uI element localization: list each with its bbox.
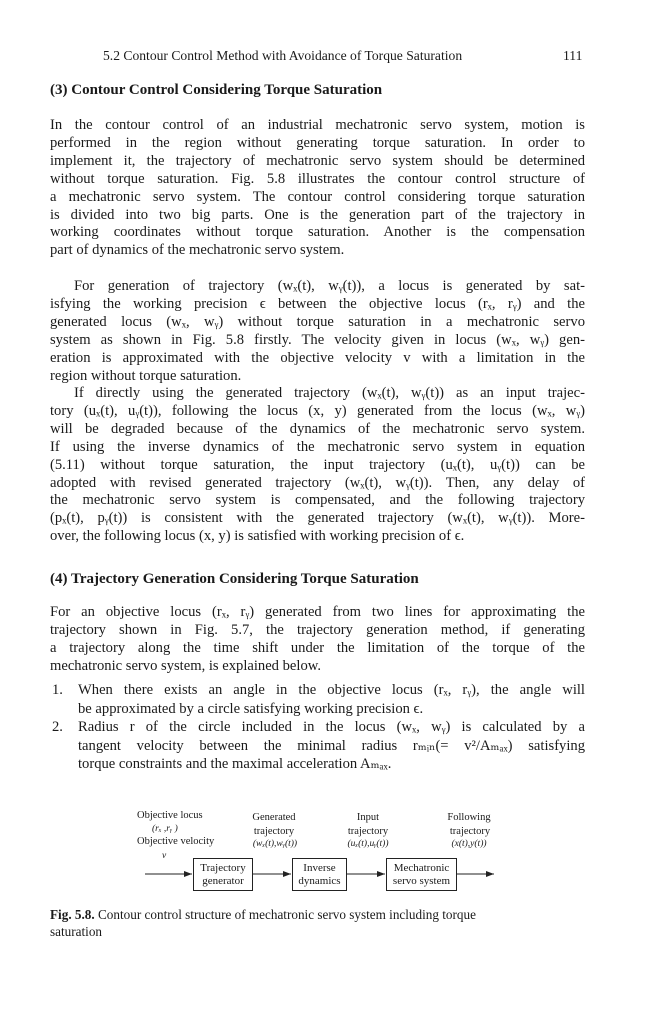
paragraph-line: without torque saturation. Fig. 5.8 illustrates the contour control structure of xyxy=(50,170,585,187)
paragraph-line: trajectory shown in Fig. 5.7, the trajectory generation method, if generating xyxy=(50,621,585,638)
mechatronic-servo-system-block: Mechatronic servo system xyxy=(386,858,457,891)
running-title: 5.2 Contour Control Method with Avoidance of Torque Saturation xyxy=(103,48,463,63)
paragraph-line: is divided into two big parts. One is the generation part of the trajectory in xyxy=(50,206,585,223)
paragraph-line: If using the inverse dynamics of the mechatronic servo system in equation xyxy=(50,438,585,455)
objective-velocity-symbol: v xyxy=(162,851,167,861)
trajectory-generator-block: Trajectory generator xyxy=(193,858,253,891)
paragraph-line: eration is approximated with the objective velocity v with a limitation in the xyxy=(50,349,585,366)
paragraph-line: generated locus (wₓ, wᵧ) without torque saturation in a mechatronic servo xyxy=(50,313,585,330)
input-label: Input xyxy=(356,812,380,823)
objective-velocity-label: Objective velocity xyxy=(137,836,215,847)
page-number: 111 xyxy=(563,48,583,63)
paragraph-line: For generation of trajectory (wₓ(t), wᵧ(t)), a locus is generated by sat- xyxy=(74,278,585,294)
paragraph-line: working coordinates without torque saturation. Another is the compensation xyxy=(50,224,585,241)
section-heading-4: (4) Trajectory Generation Considering Torque Saturation xyxy=(50,571,419,587)
list-number: 2. xyxy=(52,719,63,735)
paragraph-line: system as shown in Fig. 5.8 firstly. The velocity given in locus (wₓ, wᵧ) gen- xyxy=(50,331,585,348)
paragraph-line: mechatronic servo system, is explained below. xyxy=(50,657,321,674)
paragraph-line: If directly using the generated trajectory (wₓ(t), wᵧ(t)) as an input trajec- xyxy=(74,385,585,401)
paragraph-line: (5.11) without torque saturation, the input trajectory (uₓ(t), uᵧ(t)) can be xyxy=(50,456,585,473)
input-symbol: (uₓ(t),uᵧ(t)) xyxy=(347,839,389,849)
input-trajectory-label: trajectory xyxy=(347,826,389,837)
list-item-line: be approximated by a circle satisfying working precision ϵ. xyxy=(78,700,424,717)
following-label: Following xyxy=(447,812,491,823)
list-item-line: torque constraints and the maximal acceleration Aₘₐₓ. xyxy=(78,756,392,772)
paragraph-line: will be degraded because of the dynamics of the mechatronic servo system. xyxy=(50,420,585,437)
list-item-line: Radius r of the circle included in the locus (wₓ, wᵧ) is calculated by a xyxy=(78,719,585,735)
paragraph-line: tory (uₓ(t), uᵧ(t)), following the locus (x, y) generated from the locus (wₓ, wᵧ) xyxy=(50,402,585,419)
paragraph-line: over, the following locus (x, y) is satisfied with working precision of ϵ. xyxy=(50,528,465,545)
generated-symbol: (wₓ(t),wᵧ(t)) xyxy=(252,839,298,849)
paragraph-line: adopted with revised generated trajectory (wₓ(t), wᵧ(t)). Then, any delay of xyxy=(50,474,585,491)
paragraph-line: performed in the region without generating torque saturation. In order to xyxy=(50,134,585,151)
paragraph-line: For an objective locus (rₓ, rᵧ) generated from two lines for approximating the xyxy=(50,604,585,620)
paragraph-line: part of dynamics of the mechatronic servo system. xyxy=(50,242,345,259)
paragraph-line: (pₓ(t), pᵧ(t)) is consistent with the generated trajectory (wₓ(t), wᵧ(t)). More- xyxy=(50,510,585,527)
section-heading-3: (3) Contour Control Considering Torque Saturation xyxy=(50,82,383,98)
following-symbol: (x(t),y(t)) xyxy=(451,839,487,849)
figure-caption-line-2: saturation xyxy=(50,924,103,939)
list-number: 1. xyxy=(52,682,63,698)
paragraph-line: a mechatronic servo system. The contour control considering torque saturation xyxy=(50,188,585,205)
paragraph-line: isfying the working precision ϵ between the objective locus (rₓ, rᵧ) and the xyxy=(50,295,585,312)
paragraph-line: the mechatronic servo system is compensated, and the following trajectory xyxy=(50,492,585,509)
figure-caption: Fig. 5.8. Contour control structure of mechatronic servo system including torque xyxy=(50,907,476,922)
generated-label: Generated xyxy=(252,812,296,823)
list-item-line: When there exists an angle in the objective locus (rₓ, rᵧ), the angle will xyxy=(78,682,585,698)
generated-trajectory-label: trajectory xyxy=(253,826,295,837)
objective-locus-label: Objective locus xyxy=(137,810,203,821)
inverse-dynamics-block: Inverse dynamics xyxy=(292,858,347,891)
objective-locus-symbol: (rₓ ,rᵧ ) xyxy=(152,824,178,834)
following-trajectory-label: trajectory xyxy=(449,826,491,837)
paragraph-line: implement it, the trajectory of mechatronic servo system should be determined xyxy=(50,152,585,169)
paragraph-line: In the contour control of an industrial mechatronic servo system, motion is xyxy=(50,117,585,133)
paragraph-line: region without torque saturation. xyxy=(50,367,242,384)
paragraph-line: a trajectory along the time shift under the limitation of the torque of the xyxy=(50,639,585,656)
list-item-line: tangent velocity between the minimal radius rₘᵢₙ(= v²/Aₘₐₓ) satisfying xyxy=(78,737,585,754)
